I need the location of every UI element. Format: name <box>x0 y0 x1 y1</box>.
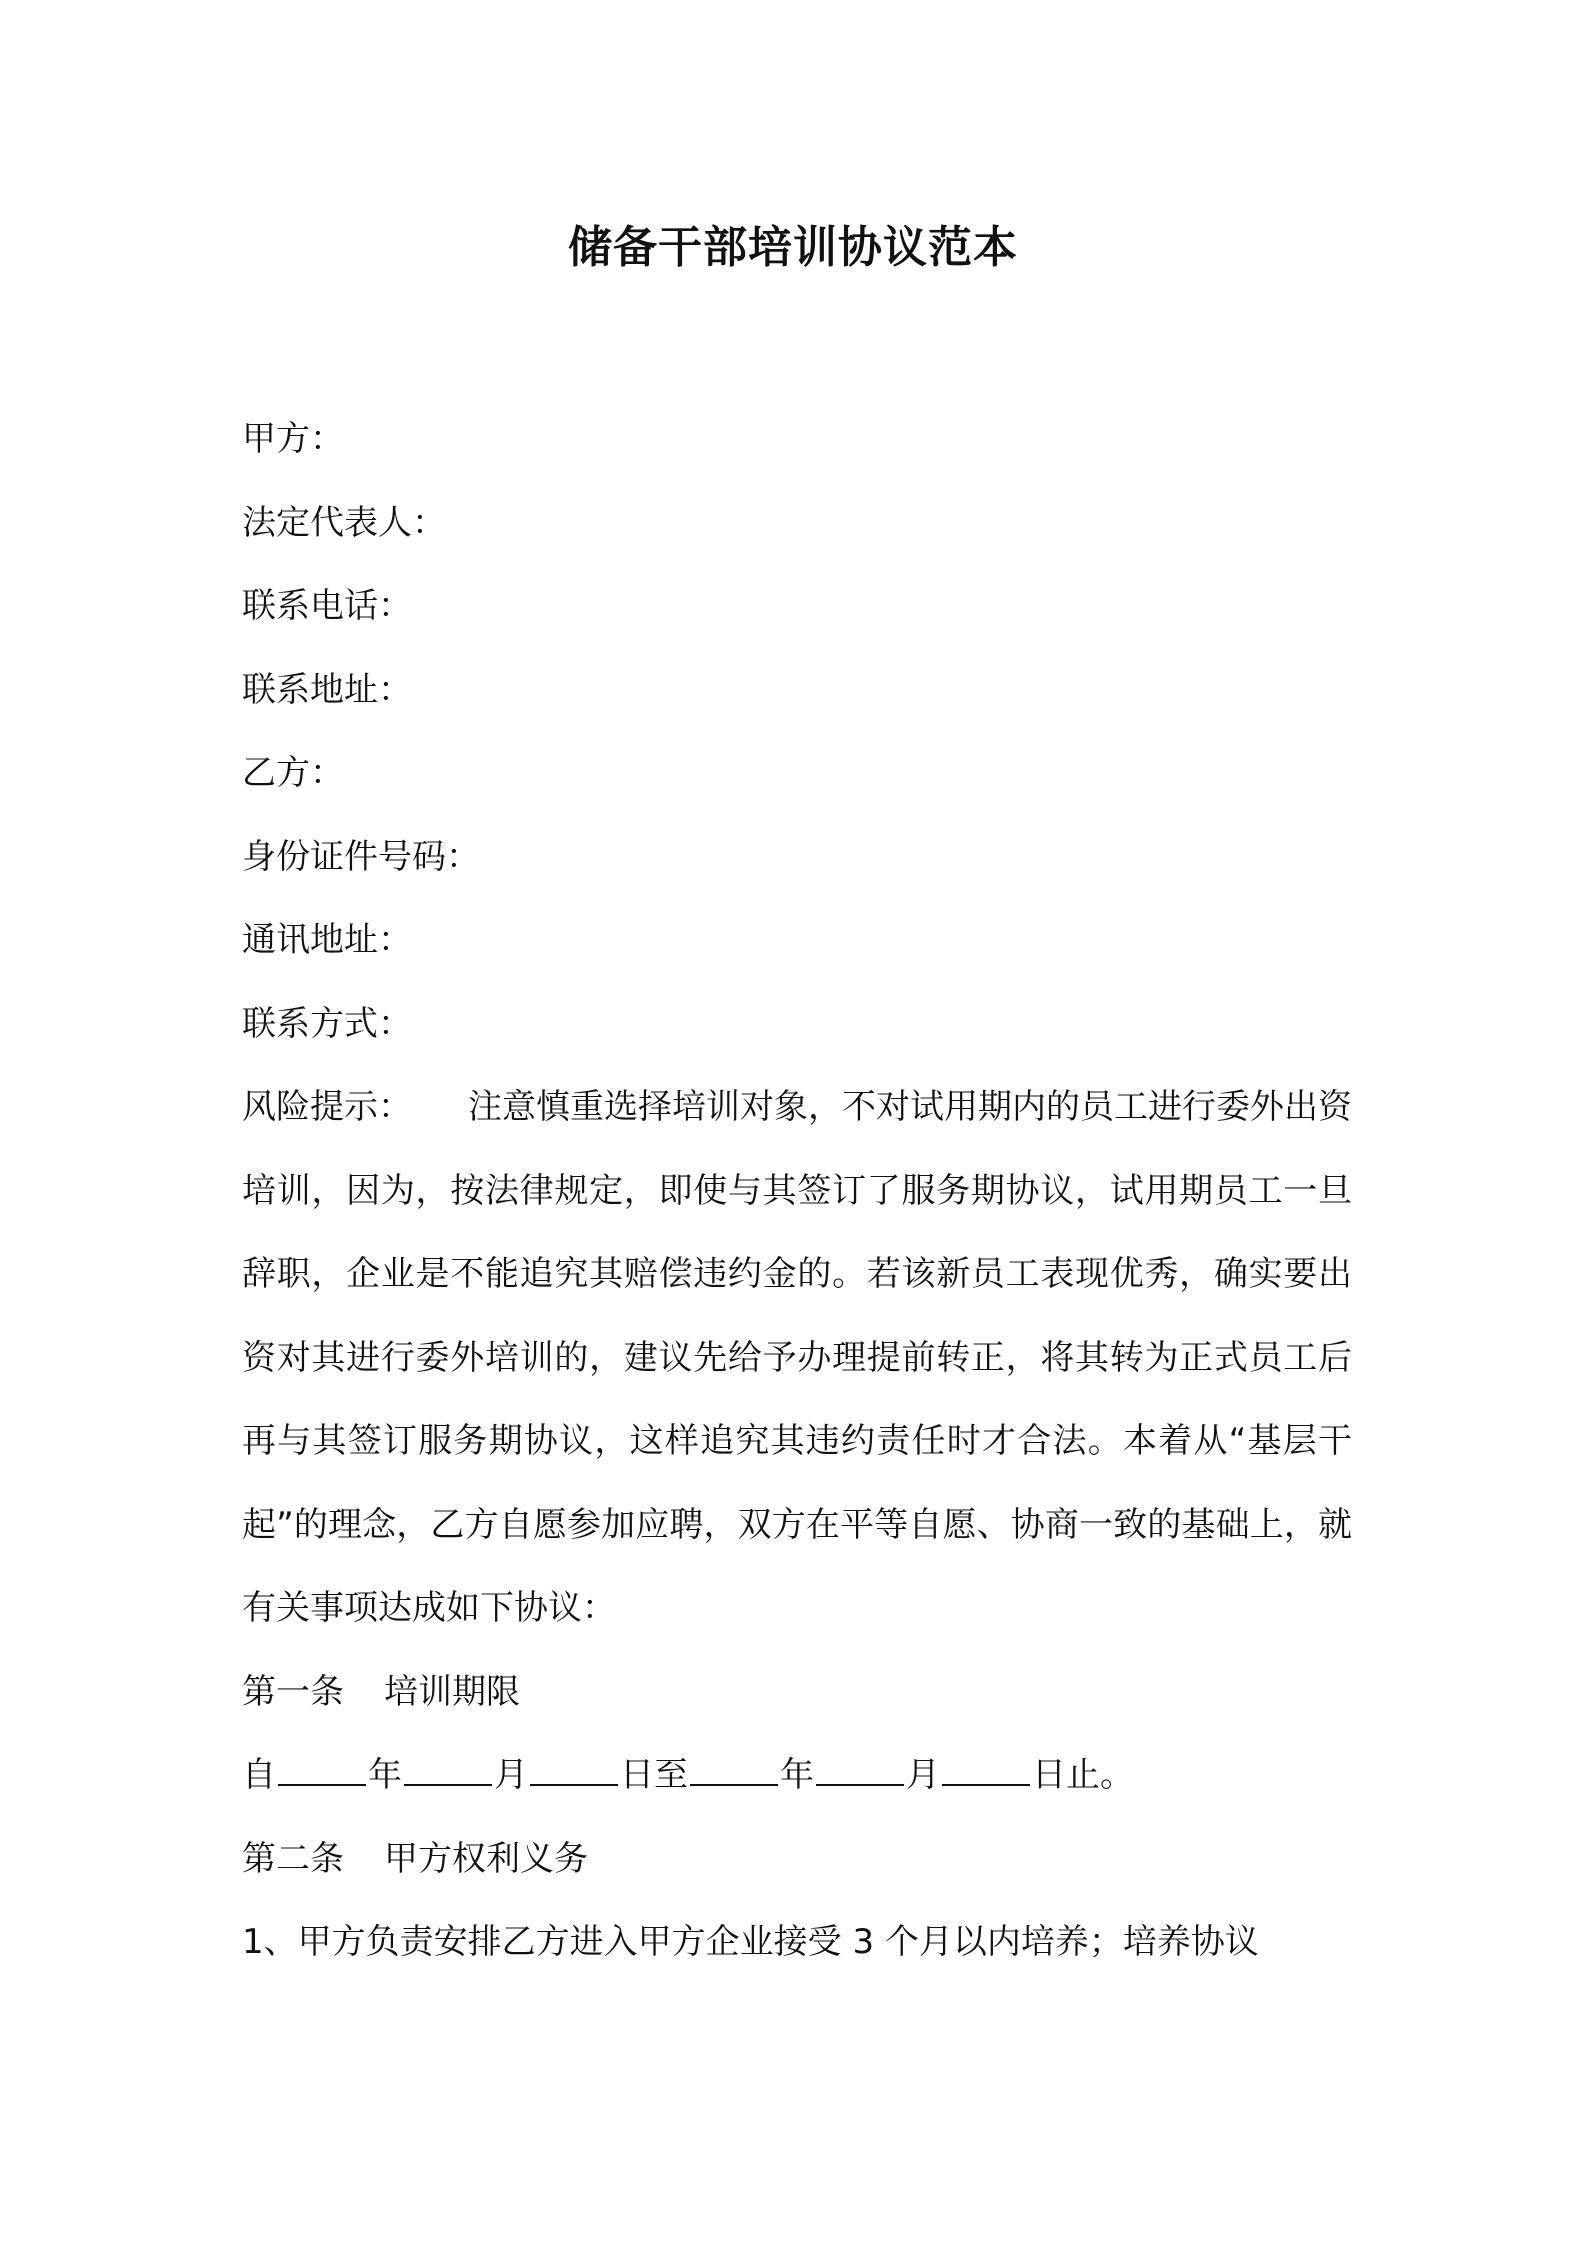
party-b-field: 乙方： <box>242 753 344 793</box>
article-2-heading <box>242 1818 1352 1902</box>
clause-1: 1、甲方负责安排乙方进入甲方企业接受 3 个月以内培养；培养协议 <box>242 1922 1259 1962</box>
party-a-field: 甲方： <box>242 419 344 459</box>
start-day-blank <box>530 1754 618 1786</box>
end-year-blank <box>690 1754 778 1786</box>
period-year-1: 年 <box>368 1755 402 1795</box>
article-2-title: 甲方权利义务 <box>384 1838 588 1879</box>
document-body <box>242 398 1352 1985</box>
article-1-number: 第一条 <box>242 1671 344 1712</box>
document-title: 储备干部培训协议范本 <box>568 222 1018 273</box>
id-number-field: 身份证件号码： <box>242 836 480 877</box>
start-year-blank <box>278 1754 366 1786</box>
risk-notice-paragraph <box>242 1066 1352 1651</box>
training-period-line <box>242 1734 1352 1818</box>
period-day-end: 日止。 <box>1032 1755 1134 1795</box>
legal-representative-field: 法定代表人： <box>242 502 446 543</box>
start-month-blank <box>404 1754 492 1786</box>
end-day-blank <box>942 1754 1030 1786</box>
article-1-title: 培训期限 <box>384 1671 520 1712</box>
risk-notice-label: 风险提示： <box>242 1087 412 1127</box>
contact-field: 联系方式： <box>242 1003 412 1044</box>
address-field: 联系地址： <box>242 669 412 710</box>
period-month-2: 月 <box>906 1755 940 1795</box>
mailing-address-field: 通讯地址： <box>242 920 412 960</box>
risk-notice-text: 注意慎重选择培训对象，不对试用期内的员工进行委外出资培训，因为，按法律规定，即使与其签订了服务期协议，试用期员工一旦辞职，企业是不能追究其赔偿违约金的。若该新员工表现优秀，确实要出资对其进行委外培训的，建议先给予办理提前转正，将其转为正式员工后再与其签订服务期协议，这样追究其违约责任时才合法。本着从“基层干起”的理念，乙方自愿参加应聘，双方在平等自愿、协商一致的基础上，就有关事项达成如下协议： <box>242 1087 1352 1628</box>
period-from: 自 <box>242 1755 276 1795</box>
phone-field: 联系电话： <box>242 586 412 626</box>
article-2-number: 第二条 <box>242 1838 344 1879</box>
article-1-heading <box>242 1651 1352 1735</box>
period-month-1: 月 <box>494 1755 528 1795</box>
end-month-blank <box>816 1754 904 1786</box>
period-year-2: 年 <box>780 1755 814 1795</box>
period-day-to: 日至 <box>620 1755 688 1795</box>
